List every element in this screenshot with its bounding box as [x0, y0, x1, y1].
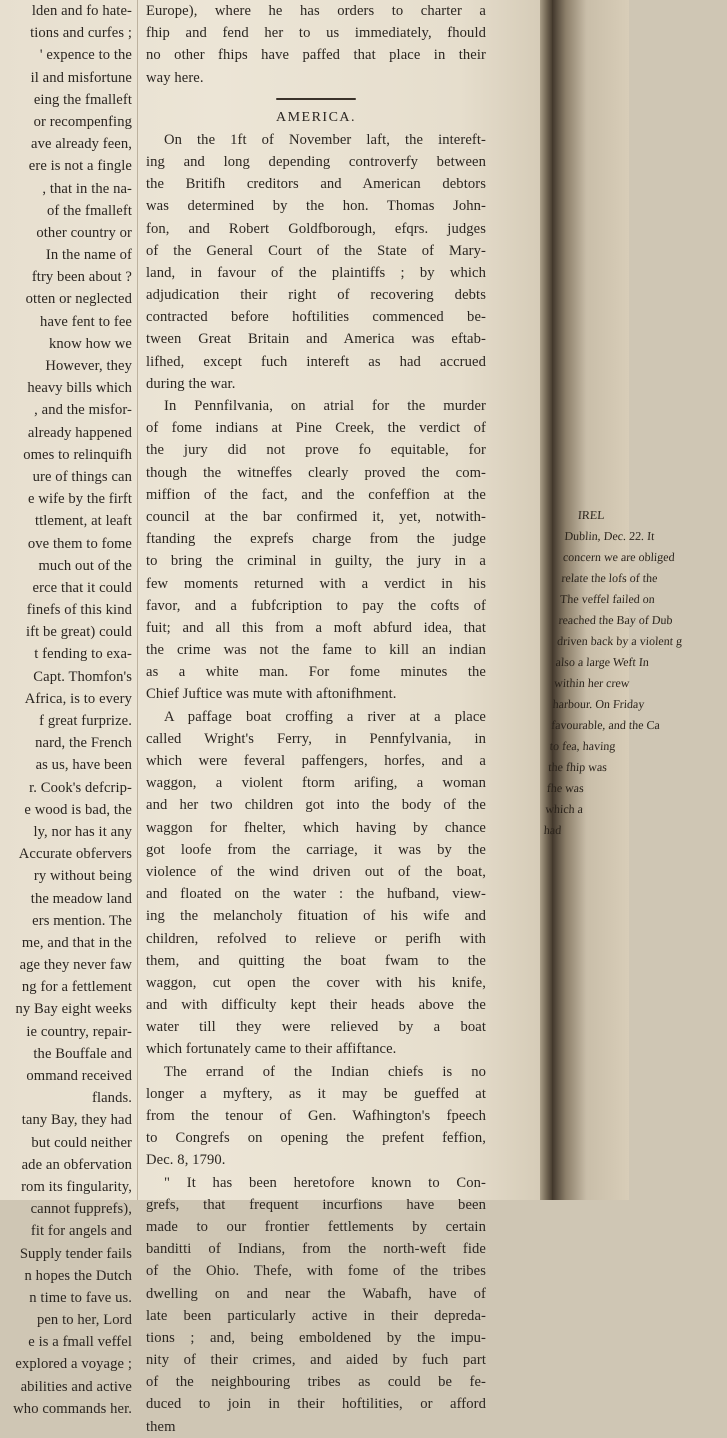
facing-text-line: to fea, having: [549, 739, 616, 753]
paragraph: [146, 1172, 486, 1438]
facing-text-line: [592, 126, 683, 147]
facing-text-line: within her crew: [553, 676, 630, 690]
text-line: tions ; and, being emboldened by the impu-: [146, 1329, 486, 1346]
text-line: of the neighbouring tribes as could be fe-: [146, 1374, 486, 1391]
text-line: eing the fmalleft: [33, 91, 132, 108]
facing-text-line: [584, 231, 675, 252]
text-line: contracted before hoftilities commenced be-: [146, 309, 486, 326]
text-line: otten or neglected: [25, 291, 132, 308]
text-line: ere is not a fingle: [28, 158, 132, 175]
text-line: nity of their crimes, and aided by fuch part: [146, 1352, 486, 1369]
text-line: ftanding the exprefs charge from the judge: [146, 531, 486, 548]
text-line: In Pennfilvania, on atrial for the murder: [164, 398, 486, 414]
text-line: e is a fmall veffel: [28, 1334, 132, 1351]
facing-text-line: [577, 336, 668, 357]
facing-text-line: [583, 252, 674, 273]
text-line: banditti of Indians, from the north-weft fide: [146, 1241, 486, 1258]
facing-text-line: [600, 0, 691, 21]
text-line: flands.: [91, 1090, 132, 1107]
text-line: heavy bills which: [27, 380, 132, 397]
text-line: rom its fingularity,: [21, 1178, 132, 1195]
text-line: ade an obfervation: [21, 1156, 132, 1173]
facing-text-line: [568, 462, 659, 483]
facing-text-line: Dublin, Dec. 22. It: [563, 529, 655, 543]
text-line: , that in the na-: [42, 180, 132, 197]
text-line: Supply tender fails: [19, 1245, 132, 1262]
facing-upper-text: [567, 0, 692, 504]
text-line: violence of the wind driven out of the boat,: [146, 863, 486, 880]
text-line: fit for angels and: [30, 1223, 132, 1240]
text-line: pen to her, Lord: [36, 1312, 132, 1329]
text-line: Dec. 8, 1790.: [146, 1152, 226, 1169]
text-line: Europe), where he has orders to charter a: [146, 3, 486, 19]
text-line: cannot fupprefs),: [30, 1201, 132, 1218]
facing-text-line: [595, 84, 686, 105]
text-line: got loofe from the carriage, it was by the: [146, 841, 486, 858]
text-line: nard, the French: [35, 735, 132, 752]
text-line: the crime was not the fame to kill an indian: [146, 642, 486, 659]
text-line: called Wright's Ferry, in Pennfylvania, in: [146, 730, 486, 747]
facing-text-line: [590, 147, 681, 168]
paragraph: [146, 1061, 486, 1172]
facing-heading: IREL: [577, 508, 606, 522]
text-line: ave already feen,: [31, 136, 132, 153]
facing-text-line: harbour. On Friday: [552, 697, 645, 711]
facing-text-line: The veffel failed on: [559, 592, 656, 606]
facing-text-line: fhe was: [546, 781, 585, 795]
text-line: which were feveral paffengers, horfes, and a: [146, 753, 486, 769]
text-line: as us, have been: [35, 757, 132, 774]
text-line: to Congrefs on opening the prefent feffion,: [146, 1130, 486, 1147]
text-line: or recompenfing: [33, 113, 132, 130]
text-line: adjudication their right of recovering debts: [146, 287, 486, 304]
text-line: explored a voyage ;: [15, 1356, 132, 1373]
text-line: In the name of: [45, 247, 132, 264]
text-line: ove them to fome: [27, 535, 132, 552]
text-line: ry without being: [33, 868, 132, 885]
text-line: me, and that in the: [21, 934, 132, 951]
text-line: e wife by the firft: [27, 491, 132, 508]
text-line: ure of things can: [32, 468, 132, 485]
facing-text-line: [571, 420, 662, 441]
text-line: lifhed, except fuch intereft as had accrued: [146, 353, 486, 370]
text-line: grefs, that frequent incurfions have been: [146, 1196, 486, 1213]
text-line: t fending to exa-: [34, 646, 132, 663]
text-line: A paffage boat croffing a river at a place: [164, 708, 486, 725]
text-line: r. Cook's defcrip-: [29, 779, 132, 796]
text-line: to bring the criminal in guilty, the jury in a: [146, 553, 486, 570]
facing-text-line: [587, 189, 678, 210]
facing-text-line: favourable, and the Ca: [550, 718, 661, 732]
text-line: council at the bar confirmed it, yet, notwith-: [146, 508, 486, 525]
text-line: On the 1ft of November laft, the intereft-: [164, 131, 486, 148]
text-line: fhip and fend her to us immediately, fhould: [146, 25, 486, 42]
text-line: ny Bay eight weeks: [15, 1001, 132, 1018]
text-line: omes to relinquifh: [23, 446, 132, 463]
text-line: abilities and active: [20, 1378, 132, 1395]
text-line: already happened: [27, 424, 132, 441]
text-line: tany Bay, they had: [21, 1112, 132, 1129]
left-column: [0, 0, 134, 1417]
text-line: of fome indians at Pine Creek, the verdict of: [146, 420, 486, 437]
text-line: miffion of the fact, and the confeffion at the: [146, 486, 486, 503]
text-line: of the Ohio. Thefe, with fome of the tribes: [146, 1263, 486, 1280]
text-line: who commands her.: [13, 1400, 132, 1417]
text-line: the meadow land: [30, 890, 132, 907]
text-line: fuit; and all this from a moft abfurd idea, that: [146, 619, 486, 636]
facing-text-line: the fhip was: [547, 760, 608, 774]
text-line: have fent to fee: [40, 313, 132, 330]
facing-lower-text: [543, 526, 683, 841]
text-line: land, in favour of the plaintiffs ; by which: [146, 264, 486, 281]
text-line: the jury did not prove fo equitable, for: [146, 442, 486, 459]
text-line: ie country, repair-: [26, 1023, 132, 1040]
facing-text-line: [570, 441, 661, 462]
facing-text-line: driven back by a violent g: [556, 634, 683, 648]
text-line: from the tenour of Gen. Wafhington's fpeech: [146, 1108, 486, 1124]
section-heading-america: AMERICA.: [275, 109, 357, 125]
text-line: made to our frontier fettlements by certain: [146, 1218, 486, 1235]
facing-text-line: [589, 168, 680, 189]
text-line: finefs of this kind: [26, 602, 132, 619]
text-line: e wood is bad, the: [24, 801, 132, 818]
text-line: the Bouffale and: [33, 1045, 132, 1062]
paragraph: [146, 706, 486, 1061]
text-line: However, they: [45, 358, 132, 374]
facing-text-line: relate the lofs of the: [561, 571, 658, 585]
facing-text-line: [576, 357, 667, 378]
text-line: il and misfortune: [30, 69, 132, 86]
text-line: favor, and a fubfcription to pay the cofts of: [146, 597, 486, 614]
text-line: waggon, a violent ftorm arifing, a woman: [146, 775, 486, 792]
text-line: lden and fo hate-: [31, 3, 132, 19]
text-line: f great furprize.: [39, 713, 132, 729]
column-divider: [137, 0, 138, 1200]
facing-text-line: reached the Bay of Dub: [558, 613, 674, 627]
text-line: them, and quitting the boat fwam to the: [146, 952, 486, 969]
facing-text-line: [578, 315, 669, 336]
text-line: and her two children got into the body of the: [146, 797, 486, 814]
text-line: ftry been about ?: [31, 269, 132, 286]
facing-text-line: [567, 483, 658, 504]
text-line: ift be great) could: [25, 624, 132, 641]
text-line: ommand received: [26, 1068, 132, 1084]
text-line: dwelling on and near the Wabafh, have of: [146, 1285, 486, 1302]
text-line: water till they were relieved by a boat: [146, 1019, 486, 1036]
section-divider: [146, 89, 486, 107]
text-line: ttlement, at leaft: [34, 513, 132, 530]
text-line: though the witneffes clearly proved the com-: [146, 464, 486, 481]
text-line: during the war.: [146, 375, 236, 392]
facing-text-line: [596, 63, 687, 84]
text-line: ng for a fettlement: [21, 979, 132, 996]
main-column: [146, 0, 486, 1435]
text-line: them: [146, 1418, 176, 1435]
text-line: no other fhips have paffed that place in their: [146, 47, 486, 64]
text-line: of the General Court of the State of Mary-: [146, 242, 486, 259]
facing-text-line: [574, 378, 665, 399]
facing-text-line: also a large Weft In: [555, 655, 650, 669]
text-line: few moments returned with a verdict in his: [146, 575, 486, 592]
facing-text-line: [593, 105, 684, 126]
text-line: ers mention. The: [32, 912, 132, 929]
facing-text-line: [586, 210, 677, 231]
text-line: and floated on the water : the hufband, view-: [146, 886, 486, 903]
text-line: ing and long depending controverfy between: [146, 153, 486, 170]
text-line: as a white man. For fome minutes the: [146, 664, 486, 681]
text-line: " It has been heretofore known to Con-: [164, 1174, 486, 1191]
facing-text-line: [573, 399, 664, 420]
text-line: Africa, is to every: [24, 690, 132, 707]
facing-text-line: which a: [544, 802, 584, 816]
facing-text-line: [599, 21, 690, 42]
text-line: other country or: [36, 224, 132, 241]
text-line: and with difficulty kept their heads above the: [146, 997, 486, 1014]
paragraph: [146, 129, 486, 395]
text-line: Chief Juftice was mute with aftonifhment.: [146, 686, 397, 703]
facing-text-line: concern we are obliged: [562, 550, 676, 564]
text-line: waggon for fhelter, which having by chance: [146, 819, 486, 836]
text-line: ing the melancholy fituation of his wife and: [146, 908, 486, 925]
facing-page: [543, 0, 683, 1200]
facing-text-line: had: [543, 823, 562, 837]
text-line: n time to fave us.: [29, 1289, 132, 1306]
text-line: n hopes the Dutch: [24, 1267, 132, 1284]
text-line: children, refolved to relieve or perifh with: [146, 930, 486, 947]
text-line: late been particularly active in their depreda-: [146, 1307, 486, 1324]
text-line: tions and curfes ;: [30, 25, 132, 42]
text-line: longer a myftery, as it may be gueffed at: [146, 1085, 486, 1102]
text-line: ' expence to the: [39, 47, 132, 64]
facing-text-line: [581, 273, 672, 294]
text-line: know how we: [49, 335, 132, 352]
paragraph: [146, 395, 486, 706]
facing-text-line: [598, 42, 689, 63]
facing-text-line: [580, 294, 671, 315]
text-line: fon, and Robert Goldfborough, efqrs. judges: [146, 220, 486, 237]
text-line: ly, nor has it any: [33, 823, 132, 840]
text-line: of the fmalleft: [47, 202, 132, 219]
text-line: Accurate obfervers: [18, 846, 132, 863]
text-line: , and the misfor-: [34, 402, 132, 419]
text-line: age they never faw: [19, 957, 132, 974]
continued-text: [146, 0, 486, 89]
text-line: which fortunately came to their affiftance.: [146, 1041, 397, 1058]
article-body: [146, 129, 486, 1438]
text-line: but could neither: [31, 1134, 132, 1151]
text-line: waggon, cut open the cover with his knife,: [146, 974, 486, 991]
text-line: The errand of the Indian chiefs is no: [164, 1063, 486, 1080]
text-line: the Britifh creditors and American debtors: [146, 176, 486, 193]
text-line: duced to join in their hoftilities, or afford: [146, 1396, 486, 1413]
text-line: way here.: [146, 69, 204, 86]
text-line: erce that it could: [32, 579, 132, 596]
text-line: tween Great Britain and America was eftab-: [146, 331, 486, 348]
text-line: much out of the: [38, 557, 132, 574]
text-line: Capt. Thomfon's: [33, 668, 132, 685]
text-line: was determined by the hon. Thomas John-: [146, 198, 486, 215]
